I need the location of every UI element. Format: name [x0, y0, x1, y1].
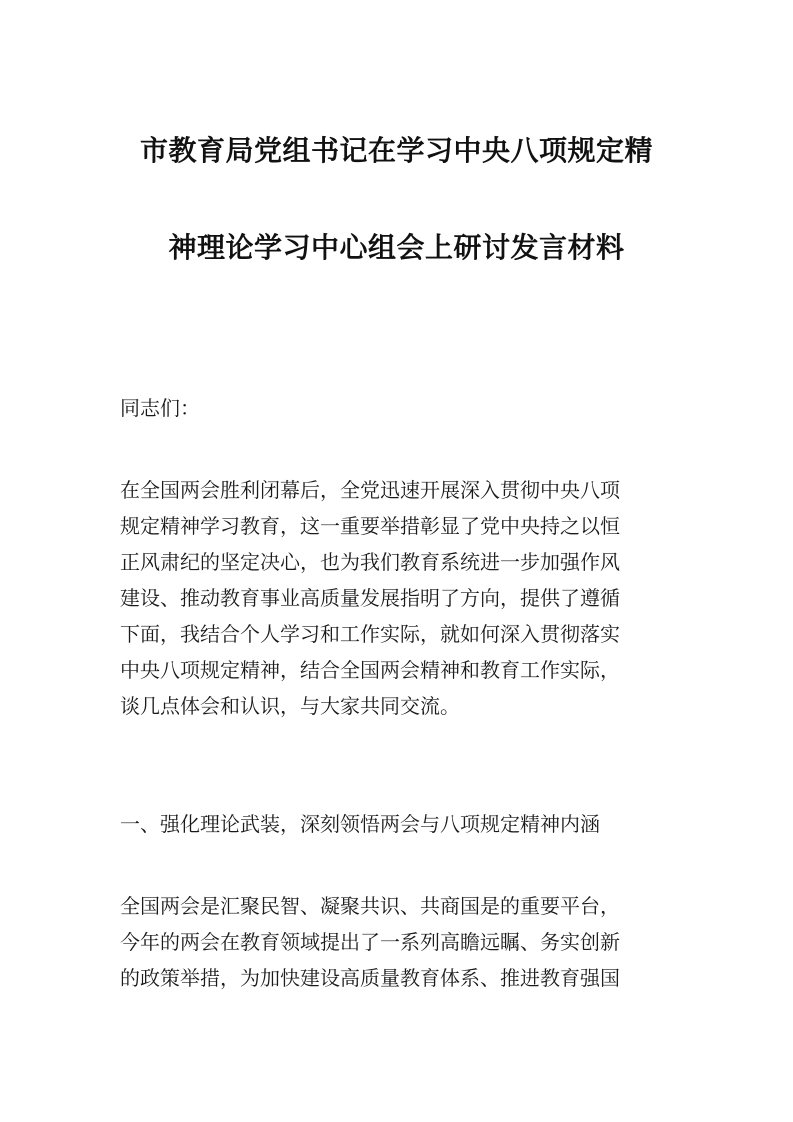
paragraph-2 [120, 888, 680, 996]
paragraph-line: 规定精神学习教育，这一重要举措彰显了党中央持之以恒 [120, 514, 620, 538]
paragraph-line: 中央八项规定精神，结合全国两会精神和教育工作实际， [120, 658, 620, 682]
document-title-line-2: 神理论学习中心组会上研讨发言材料 [168, 231, 625, 264]
paragraph-line: 全国两会是汇聚民智、凝聚共识、共商国是的重要平台， [120, 894, 620, 918]
paragraph-line: 今年的两会在教育领域提出了一系列高瞻远瞩、务实创新 [120, 930, 620, 954]
document-title-line-1: 市教育局党组书记在学习中央八项规定精 [139, 134, 653, 167]
paragraph-line: 在全国两会胜利闭幕后，全党迅速开展深入贯彻中央八项 [120, 478, 620, 502]
paragraph-1 [120, 472, 680, 724]
paragraph-line: 的政策举措，为加快建设高质量教育体系、推进教育强国 [120, 966, 620, 990]
paragraph-line: 建设、推动教育事业高质量发展指明了方向，提供了遵循 [120, 586, 620, 610]
paragraph-line: 下面，我结合个人学习和工作实际，就如何深入贯彻落实 [120, 622, 620, 646]
greeting: 同志们： [120, 396, 200, 420]
section-1-heading: 一、强化理论武装，深刻领悟两会与八项规定精神内涵 [120, 812, 600, 836]
paragraph-line: 正风肃纪的坚定决心，也为我们教育系统进一步加强作风 [120, 550, 620, 574]
paragraph-line: 谈几点体会和认识，与大家共同交流。 [120, 694, 460, 718]
